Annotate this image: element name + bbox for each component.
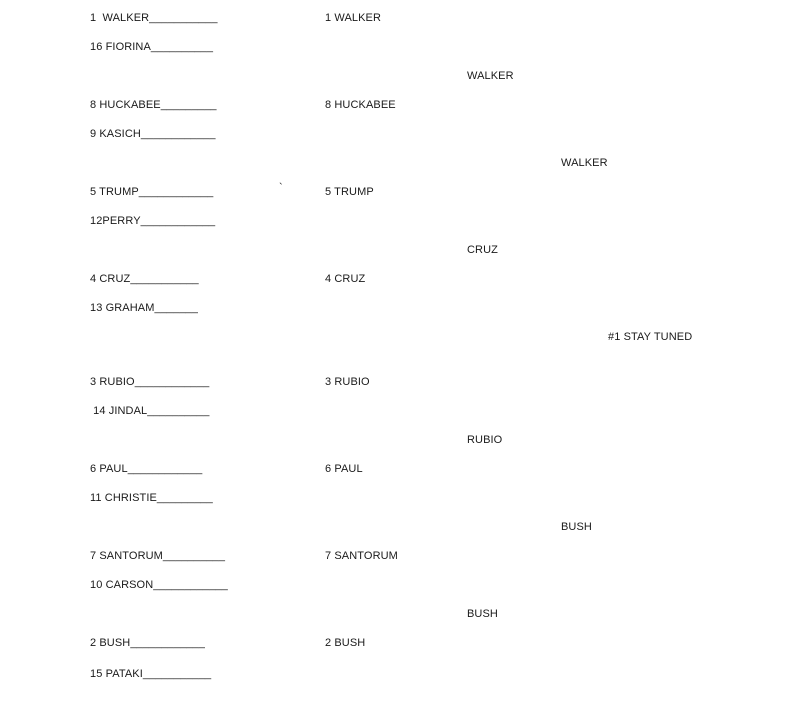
round1-entry-10: 14 JINDAL__________ [90, 405, 210, 417]
round2-entry-1: 1 WALKER [325, 12, 382, 24]
round1-entry-2: 16 FIORINA__________ [90, 41, 214, 53]
round1-entry-11: 6 PAUL____________ [90, 463, 203, 475]
round4-entry-2: BUSH [561, 521, 592, 533]
round1-entry-12: 11 CHRISTIE_________ [90, 492, 213, 504]
bracket-winner: #1 STAY TUNED [608, 331, 693, 343]
round3-entry-2: CRUZ [467, 244, 498, 256]
round1-entry-7: 4 CRUZ___________ [90, 273, 199, 285]
round1-entry-15: 2 BUSH____________ [90, 637, 205, 649]
round1-entry-16: 15 PATAKI___________ [90, 668, 212, 680]
round3-entry-3: RUBIO [467, 434, 503, 446]
round4-entry-1: WALKER [561, 157, 608, 169]
round1-entry-13: 7 SANTORUM__________ [90, 550, 226, 562]
round1-entry-8: 13 GRAHAM_______ [90, 302, 198, 314]
round1-entry-1: 1 WALKER___________ [90, 12, 218, 24]
round1-entry-6: 12PERRY____________ [90, 215, 216, 227]
round2-entry-8: 2 BUSH [325, 637, 366, 649]
round3-entry-4: BUSH [467, 608, 498, 620]
round2-entry-3: 5 TRUMP [325, 186, 374, 198]
round2-entry-7: 7 SANTORUM [325, 550, 398, 562]
round1-entry-14: 10 CARSON____________ [90, 579, 228, 591]
round2-entry-4: 4 CRUZ [325, 273, 366, 285]
round3-entry-1: WALKER [467, 70, 514, 82]
round1-entry-9: 3 RUBIO____________ [90, 376, 210, 388]
stray-mark: ` [279, 182, 283, 194]
round1-entry-3: 8 HUCKABEE_________ [90, 99, 217, 111]
round1-entry-5: 5 TRUMP____________ [90, 186, 214, 198]
round1-entry-4: 9 KASICH____________ [90, 128, 216, 140]
round2-entry-2: 8 HUCKABEE [325, 99, 396, 111]
round2-entry-5: 3 RUBIO [325, 376, 370, 388]
round2-entry-6: 6 PAUL [325, 463, 363, 475]
